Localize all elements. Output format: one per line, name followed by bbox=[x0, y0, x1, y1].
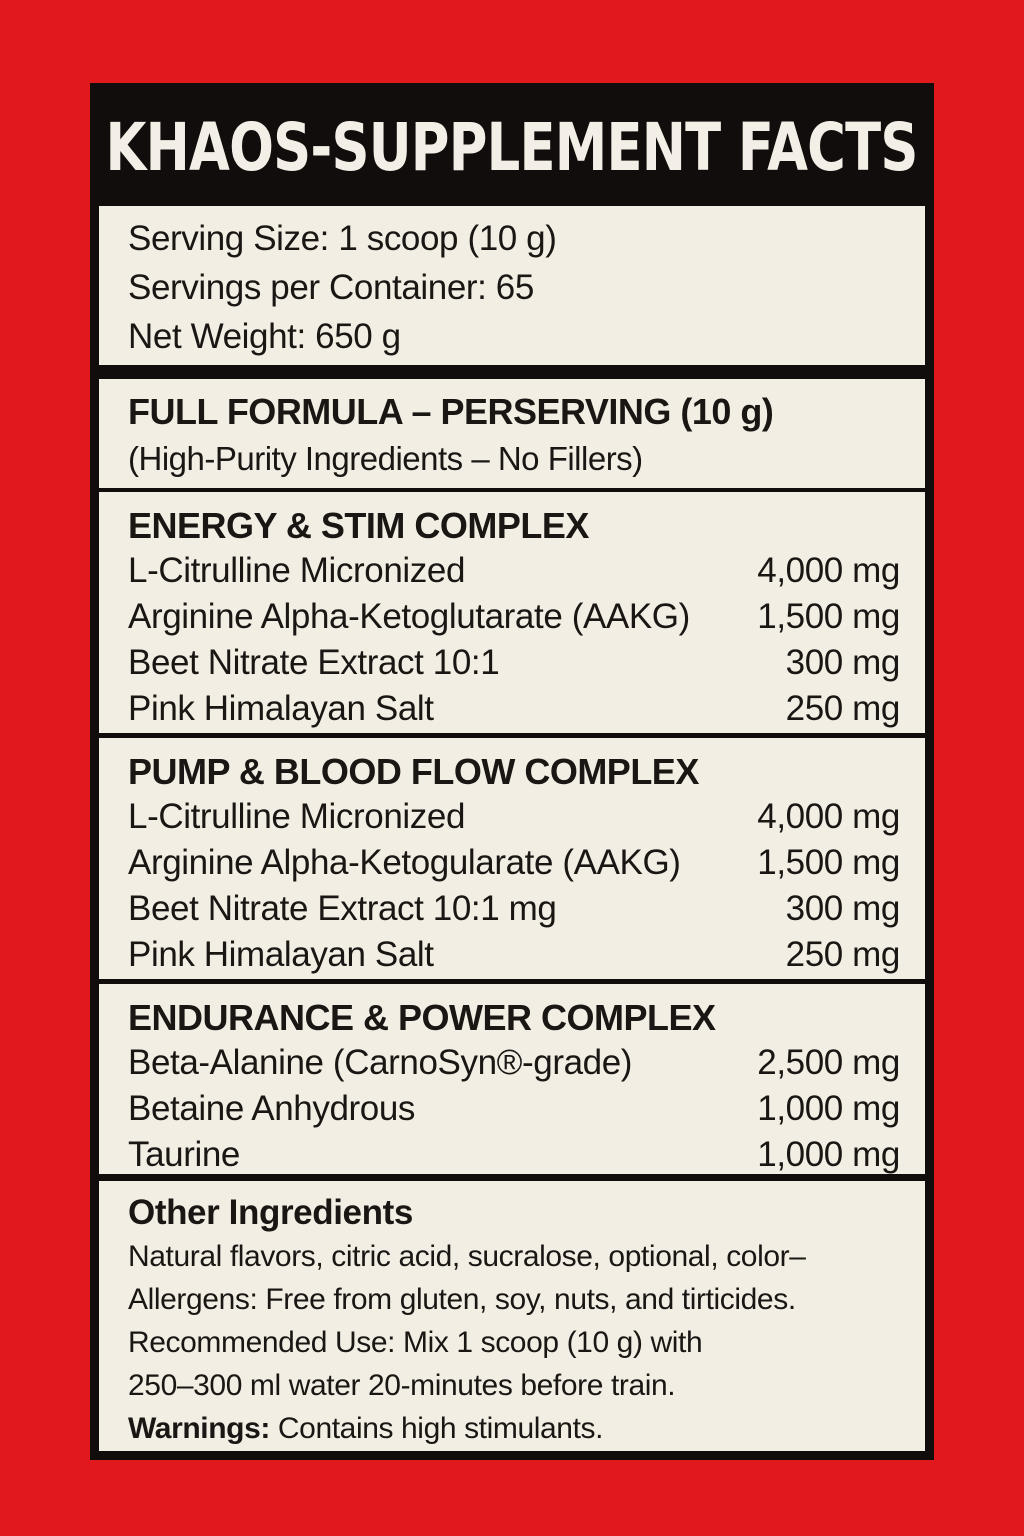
other-ingredients-panel bbox=[99, 1181, 925, 1451]
ingredient-amount: 300 mg bbox=[785, 643, 900, 682]
ingredient-row bbox=[128, 686, 900, 732]
ingredient-amount: 300 mg bbox=[785, 889, 900, 928]
formula-panel bbox=[99, 379, 925, 488]
ingredient-amount: 1,500 mg bbox=[757, 597, 900, 636]
ingredient-row bbox=[128, 594, 900, 640]
ingredient-row bbox=[128, 932, 900, 978]
ingredient-name: Arginine Alpha-Ketoglutarate (AAKG) bbox=[128, 597, 690, 636]
ingredient-row bbox=[128, 840, 900, 886]
ingredient-amount: 250 mg bbox=[785, 935, 900, 974]
ingredients-list: Natural flavors, citric acid, sucralose, optional, color– bbox=[128, 1240, 806, 1273]
recommended-use-line-1: Recommended Use: Mix 1 scoop (10 g) with bbox=[128, 1326, 703, 1359]
warnings-text: Contains high stimulants. bbox=[269, 1412, 604, 1445]
ingredient-name: Taurine bbox=[128, 1135, 240, 1174]
ingredient-name: Pink Himalayan Salt bbox=[128, 935, 434, 974]
ingredient-name: Beta-Alanine (CarnoSyn®-grade) bbox=[128, 1043, 633, 1082]
ingredient-name: Beet Nitrate Extract 10:1 mg bbox=[128, 889, 557, 928]
ingredient-amount: 4,000 mg bbox=[757, 551, 900, 590]
ingredient-row bbox=[128, 548, 900, 594]
recommended-use-line-2: 250–300 ml water 20-minutes before train. bbox=[128, 1369, 676, 1402]
ingredient-row bbox=[128, 640, 900, 686]
section-title: ENDURANCE & POWER COMPLEX bbox=[128, 997, 716, 1038]
ingredient-name: L-Citrulline Micronized bbox=[128, 551, 466, 590]
ingredient-row bbox=[128, 1132, 900, 1178]
title-bar bbox=[90, 83, 934, 204]
ingredient-amount: 2,500 mg bbox=[757, 1043, 900, 1082]
ingredient-row bbox=[128, 1086, 900, 1132]
ingredient-name: L-Citrulline Micronized bbox=[128, 797, 466, 836]
ingredient-row bbox=[128, 1040, 900, 1086]
ingredient-name: Beet Nitrate Extract 10:1 bbox=[128, 643, 500, 682]
ingredient-amount: 4,000 mg bbox=[757, 797, 900, 836]
ingredient-row bbox=[128, 794, 900, 840]
energy-stim-complex-panel bbox=[99, 492, 925, 733]
warnings-label: Warnings: bbox=[128, 1412, 270, 1445]
ingredient-name: Pink Himalayan Salt bbox=[128, 689, 434, 728]
section-title: ENERGY & STIM COMPLEX bbox=[128, 505, 589, 546]
ingredient-amount: 250 mg bbox=[785, 689, 900, 728]
section-title: PUMP & BLOOD FLOW COMPLEX bbox=[128, 751, 699, 792]
serving-info-panel bbox=[99, 206, 925, 365]
formula-subtitle: (High-Purity Ingredients – No Fillers) bbox=[128, 440, 643, 477]
ingredient-name: Betaine Anhydrous bbox=[128, 1089, 416, 1128]
serving-size: Serving Size: 1 scoop (10 g) bbox=[128, 219, 557, 258]
servings-per-container: Servings per Container: 65 bbox=[128, 268, 534, 307]
endurance-power-complex-panel bbox=[99, 984, 925, 1174]
warnings bbox=[128, 1407, 900, 1450]
net-weight: Net Weight: 650 g bbox=[128, 317, 401, 356]
page-title: KHAOS-SUPPLEMENT FACTS bbox=[105, 109, 919, 186]
ingredient-amount: 1,000 mg bbox=[757, 1135, 900, 1174]
other-ingredients-title: Other Ingredients bbox=[128, 1193, 413, 1232]
ingredient-name: Arginine Alpha-Ketogularate (AAKG) bbox=[128, 843, 681, 882]
supplement-facts-label bbox=[90, 83, 934, 1460]
ingredient-amount: 1,500 mg bbox=[757, 843, 900, 882]
pump-blood-flow-complex-panel bbox=[99, 738, 925, 979]
ingredient-row bbox=[128, 886, 900, 932]
formula-title: FULL FORMULA – PERSERVING (10 g) bbox=[128, 391, 774, 432]
ingredient-amount: 1,000 mg bbox=[757, 1089, 900, 1128]
allergens: Allergens: Free from gluten, soy, nuts, and tirticides. bbox=[128, 1283, 796, 1316]
